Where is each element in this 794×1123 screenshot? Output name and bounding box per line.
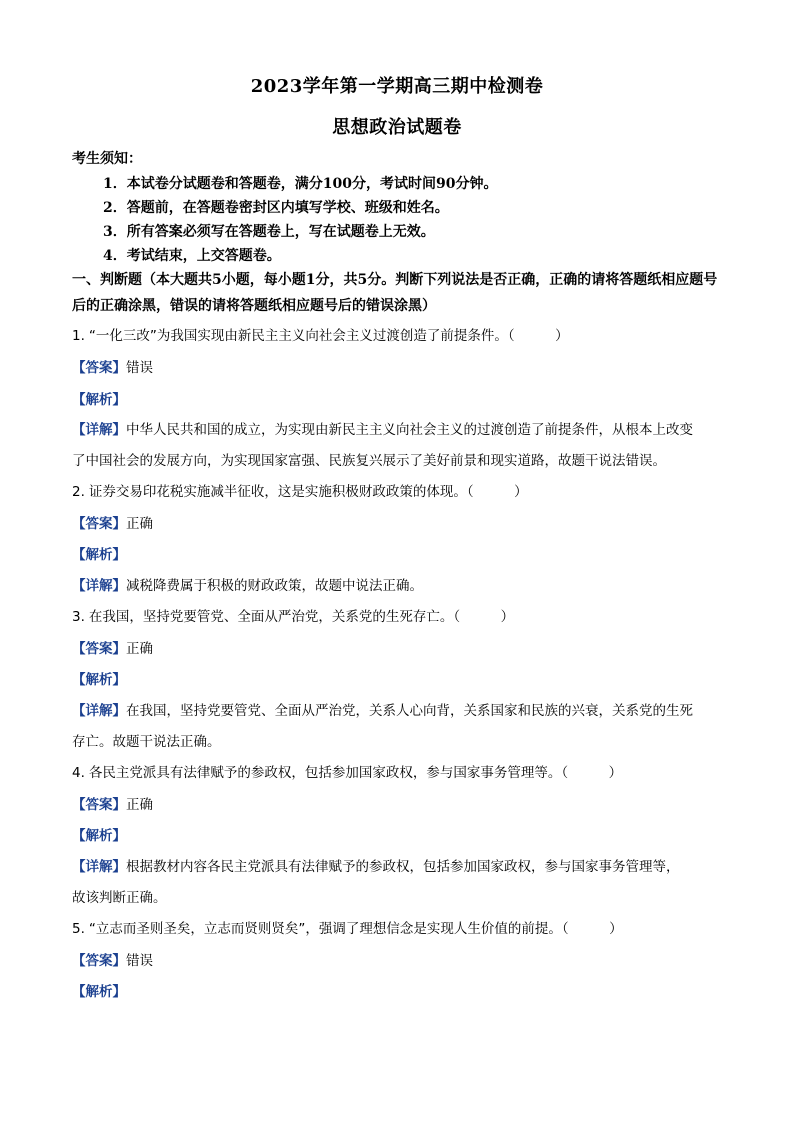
analysis-label: 【解析】 [72, 547, 126, 563]
answer-value: 正确 [126, 516, 153, 532]
detail-label: 【详解】 [72, 422, 126, 438]
question-text: 在我国，坚持党要管党、全面从严治党，关系党的生死存亡。（ ） [88, 609, 515, 625]
question-text: 各民主党派具有法律赋予的参政权，包括参加国家政权，参与国家事务管理等。（ ） [88, 765, 623, 781]
notice-heading: 考生须知： [72, 151, 142, 167]
answer-value: 正确 [126, 797, 153, 813]
answer-row-3 [72, 637, 153, 657]
detail-text: 减税降费属于积极的财政政策，故题中说法正确。 [126, 578, 423, 594]
analysis-row-4 [72, 824, 126, 844]
answer-label: 【答案】 [72, 953, 126, 969]
answer-label: 【答案】 [72, 360, 126, 376]
notice-item: 2．答题前，在答题卷密封区内填写学校、班级和姓名。 [103, 200, 449, 216]
question-1 [72, 324, 569, 344]
question-4 [72, 761, 622, 781]
detail-row-1-cont [72, 449, 666, 469]
detail-text: 存亡。故题干说法正确。 [72, 734, 221, 750]
answer-value: 错误 [126, 360, 153, 376]
notice-item: 3．所有答案必须写在答题卷上，写在试题卷上无效。 [103, 224, 435, 240]
question-text: 证券交易印花税实施减半征收，这是实施积极财政政策的体现。（ ） [88, 484, 528, 500]
question-number: 3. [72, 609, 85, 625]
answer-row-1 [72, 356, 153, 376]
detail-row-1 [72, 418, 693, 438]
answer-row-4 [72, 793, 153, 813]
analysis-row-5 [72, 980, 126, 1000]
detail-label: 【详解】 [72, 703, 126, 719]
page-subtitle: 思想政治试题卷 [332, 117, 462, 138]
answer-label: 【答案】 [72, 641, 126, 657]
answer-label: 【答案】 [72, 516, 126, 532]
question-text: “立志而圣则圣矣，立志而贤则贤矣”，强调了理想信念是实现人生价值的前提。（ ） [88, 921, 623, 937]
question-3 [72, 605, 514, 625]
question-2 [72, 480, 528, 500]
question-text: “一化三改”为我国实现由新民主主义向社会主义过渡创造了前提条件。（ ） [88, 328, 569, 344]
detail-text: 在我国，坚持党要管党、全面从严治党，关系人心向背，关系国家和民族的兴衰，关系党的生死 [126, 703, 693, 719]
answer-row-2 [72, 512, 153, 532]
question-number: 2. [72, 484, 85, 500]
analysis-label: 【解析】 [72, 392, 126, 408]
detail-text: 根据教材内容各民主党派具有法律赋予的参政权，包括参加国家政权，参与国家事务管理等， [126, 859, 680, 875]
detail-text: 了中国社会的发展方向，为实现国家富强、民族复兴展示了美好前景和现实道路，故题干说法错误。 [72, 453, 666, 469]
question-number: 1. [72, 328, 85, 344]
detail-label: 【详解】 [72, 859, 126, 875]
detail-text: 故该判断正确。 [72, 890, 167, 906]
answer-label: 【答案】 [72, 797, 126, 813]
question-5 [72, 917, 623, 937]
analysis-label: 【解析】 [72, 672, 126, 688]
detail-row-4 [72, 855, 680, 875]
analysis-label: 【解析】 [72, 984, 126, 1000]
detail-label: 【详解】 [72, 578, 126, 594]
analysis-row-1 [72, 388, 126, 408]
question-number: 4. [72, 765, 85, 781]
answer-row-5 [72, 949, 153, 969]
section-heading: 一、判断题（本大题共5小题，每小题1分，共5分。判断下列说法是否正确，正确的请将答题纸相应题号后的正确涂黑，错误的请将答题纸相应题号后的错误涂黑） [72, 272, 718, 314]
detail-row-4-cont [72, 886, 167, 906]
page-title: 2023学年第一学期高三期中检测卷 [250, 76, 544, 97]
answer-value: 错误 [126, 953, 153, 969]
notice-item: 1．本试卷分试题卷和答题卷，满分100分，考试时间90分钟。 [103, 176, 498, 192]
detail-text: 中华人民共和国的成立，为实现由新民主主义向社会主义的过渡创造了前提条件，从根本上改变 [126, 422, 693, 438]
question-number: 5. [72, 921, 85, 937]
detail-row-2 [72, 574, 423, 594]
analysis-label: 【解析】 [72, 828, 126, 844]
analysis-row-3 [72, 668, 126, 688]
answer-value: 正确 [126, 641, 153, 657]
analysis-row-2 [72, 543, 126, 563]
notice-item: 4．考试结束，上交答题卷。 [103, 248, 281, 264]
detail-row-3 [72, 699, 693, 719]
detail-row-3-cont [72, 730, 221, 750]
